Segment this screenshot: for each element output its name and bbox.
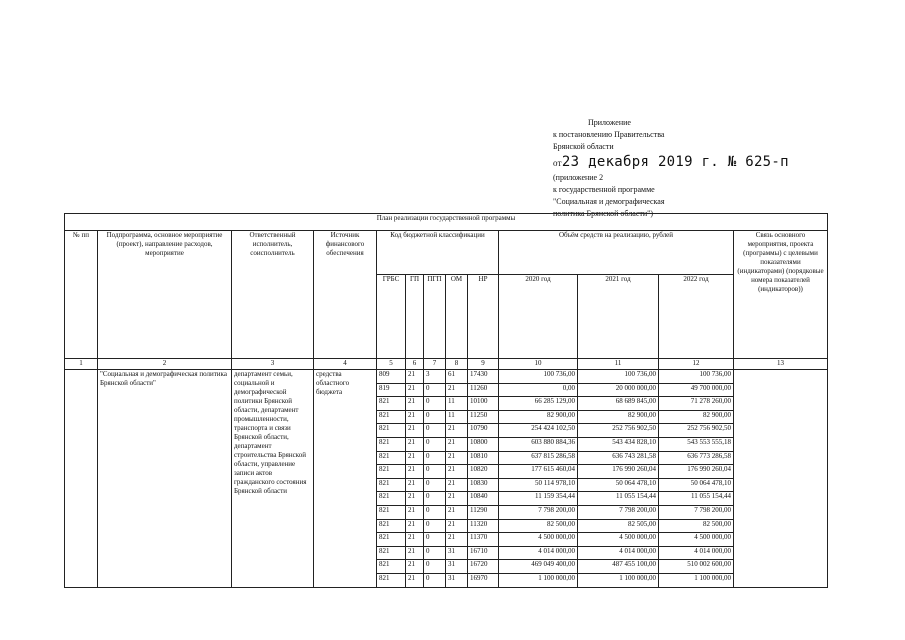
cell-y2022: 49 700 000,00 — [659, 383, 734, 397]
cell-grbs: 809 — [377, 370, 406, 384]
cell-y2020: 11 159 354,44 — [499, 492, 578, 506]
cell-nr: 10810 — [468, 451, 499, 465]
cell-nr: 11260 — [468, 383, 499, 397]
appendix-title: Приложение — [588, 118, 631, 127]
cell-gp: 21 — [406, 370, 424, 384]
cell-om: 61 — [446, 370, 468, 384]
program-reference: к государственной программе — [553, 185, 655, 194]
cell-y2020: 0,00 — [499, 383, 578, 397]
cell-y2022: 4 500 000,00 — [659, 533, 734, 547]
cell-gp: 21 — [406, 533, 424, 547]
cell-nr: 10790 — [468, 424, 499, 438]
header-grbs: ГРБС — [377, 275, 406, 359]
header-link: Связь основного мероприятия, проекта (программы) с целевыми показателями (индикаторами) (порядковые номера показателей (индикаторов)) — [734, 231, 828, 359]
cell-y2021: 7 798 200,00 — [578, 505, 659, 519]
cell-pgp: 0 — [424, 397, 446, 411]
cell-y2022: 50 064 478,10 — [659, 478, 734, 492]
cell-grbs: 821 — [377, 560, 406, 574]
cell-y2021: 543 434 828,10 — [578, 437, 659, 451]
header-nr: НР — [468, 275, 499, 359]
cell-gp: 21 — [406, 465, 424, 479]
cell-y2020: 603 880 884,36 — [499, 437, 578, 451]
cell-y2022: 176 990 260,04 — [659, 465, 734, 479]
cell-om: 11 — [446, 397, 468, 411]
cell-grbs: 821 — [377, 397, 406, 411]
cell-om: 11 — [446, 410, 468, 424]
cell-y2021: 68 689 845,00 — [578, 397, 659, 411]
header-executor: Ответственный исполнитель, соисполнитель — [232, 231, 314, 359]
program-name-line1: "Социальная и демографическая — [553, 197, 665, 206]
cell-y2022: 82 900,00 — [659, 410, 734, 424]
cell-y2021: 252 756 902,50 — [578, 424, 659, 438]
cell-gp: 21 — [406, 478, 424, 492]
cell-grbs: 821 — [377, 533, 406, 547]
cell-y2022: 543 553 555,18 — [659, 437, 734, 451]
header-row-1 — [65, 231, 828, 275]
cell-pgp: 0 — [424, 410, 446, 424]
header-gp: ГП — [406, 275, 424, 359]
cell-gp: 21 — [406, 410, 424, 424]
cell-gp: 21 — [406, 437, 424, 451]
col-number: 13 — [734, 359, 828, 370]
cell-y2022: 636 773 286,58 — [659, 451, 734, 465]
cell-gp: 21 — [406, 397, 424, 411]
appendix-header — [553, 117, 789, 220]
cell-om: 21 — [446, 424, 468, 438]
cell-y2022: 510 002 600,00 — [659, 560, 734, 574]
column-number-row — [65, 359, 828, 370]
cell-pgp: 0 — [424, 424, 446, 438]
cell-pgp: 0 — [424, 451, 446, 465]
table-title-row — [65, 214, 828, 231]
cell-nr: 11320 — [468, 519, 499, 533]
region-name: Брянской области — [553, 142, 614, 151]
cell-y2021: 100 736,00 — [578, 370, 659, 384]
cell-om: 21 — [446, 492, 468, 506]
cell-om: 31 — [446, 560, 468, 574]
cell-grbs: 821 — [377, 573, 406, 587]
cell-y2020: 50 114 978,10 — [499, 478, 578, 492]
cell-nr: 11250 — [468, 410, 499, 424]
cell-nr: 10840 — [468, 492, 499, 506]
table-title: План реализации государственной программы — [65, 214, 828, 231]
cell-grbs: 821 — [377, 519, 406, 533]
cell-gp: 21 — [406, 560, 424, 574]
cell-pgp: 0 — [424, 478, 446, 492]
cell-y2020: 100 736,00 — [499, 370, 578, 384]
header-2022: 2022 год — [659, 275, 734, 359]
cell-pgp: 3 — [424, 370, 446, 384]
cell-y2021: 11 055 154,44 — [578, 492, 659, 506]
cell-gp: 21 — [406, 505, 424, 519]
cell-y2020: 254 424 102,50 — [499, 424, 578, 438]
cell-pgp: 0 — [424, 383, 446, 397]
cell-gp: 21 — [406, 573, 424, 587]
cell-y2021: 4 500 000,00 — [578, 533, 659, 547]
cell-pgp: 0 — [424, 533, 446, 547]
subprogram-cell: "Социальная и демографическая политика Брянской области" — [98, 370, 232, 588]
cell-gp: 21 — [406, 492, 424, 506]
cell-grbs: 821 — [377, 478, 406, 492]
cell-om: 21 — [446, 383, 468, 397]
cell-y2021: 4 014 000,00 — [578, 546, 659, 560]
cell-grbs: 821 — [377, 492, 406, 506]
cell-grbs: 821 — [377, 437, 406, 451]
cell-pgp: 0 — [424, 505, 446, 519]
col-number: 6 — [406, 359, 424, 370]
header-budget-code: Код бюджетной классификации — [377, 231, 499, 275]
indicator-link-cell — [734, 370, 828, 588]
cell-pgp: 0 — [424, 465, 446, 479]
cell-nr: 10820 — [468, 465, 499, 479]
row-number-cell — [65, 370, 98, 588]
cell-y2022: 71 278 260,00 — [659, 397, 734, 411]
col-number: 4 — [314, 359, 377, 370]
col-number: 12 — [659, 359, 734, 370]
header-source: Источник финансового обеспечения — [314, 231, 377, 359]
cell-grbs: 821 — [377, 465, 406, 479]
cell-om: 21 — [446, 478, 468, 492]
cell-y2022: 100 736,00 — [659, 370, 734, 384]
program-name-line2: политика Брянской области") — [553, 209, 654, 218]
cell-gp: 21 — [406, 451, 424, 465]
cell-y2020: 82 900,00 — [499, 410, 578, 424]
cell-grbs: 821 — [377, 546, 406, 560]
cell-y2020: 82 500,00 — [499, 519, 578, 533]
cell-om: 21 — [446, 505, 468, 519]
cell-y2020: 177 615 460,04 — [499, 465, 578, 479]
cell-nr: 16720 — [468, 560, 499, 574]
cell-y2021: 176 990 260,04 — [578, 465, 659, 479]
source-cell: средства областного бюджета — [314, 370, 377, 588]
date-prefix: от — [553, 158, 562, 168]
header-2020: 2020 год — [499, 275, 578, 359]
cell-y2022: 11 055 154,44 — [659, 492, 734, 506]
decree-date — [553, 153, 789, 172]
header-pgp: ПГП — [424, 275, 446, 359]
cell-y2021: 487 455 100,00 — [578, 560, 659, 574]
col-number: 2 — [98, 359, 232, 370]
cell-grbs: 821 — [377, 505, 406, 519]
col-number: 3 — [232, 359, 314, 370]
cell-grbs: 821 — [377, 424, 406, 438]
cell-nr: 16710 — [468, 546, 499, 560]
cell-pgp: 0 — [424, 573, 446, 587]
cell-grbs: 821 — [377, 410, 406, 424]
cell-y2020: 4 014 000,00 — [499, 546, 578, 560]
header-num: № пп — [65, 231, 98, 359]
col-number: 5 — [377, 359, 406, 370]
cell-grbs: 821 — [377, 451, 406, 465]
cell-y2022: 82 500,00 — [659, 519, 734, 533]
table-row — [65, 370, 828, 384]
col-number: 10 — [499, 359, 578, 370]
cell-y2021: 82 900,00 — [578, 410, 659, 424]
cell-gp: 21 — [406, 546, 424, 560]
col-number: 11 — [578, 359, 659, 370]
cell-y2022: 252 756 902,50 — [659, 424, 734, 438]
cell-gp: 21 — [406, 383, 424, 397]
cell-nr: 10830 — [468, 478, 499, 492]
appendix-number: (приложение 2 — [553, 173, 604, 182]
cell-om: 21 — [446, 437, 468, 451]
col-number: 8 — [446, 359, 468, 370]
cell-om: 31 — [446, 573, 468, 587]
implementation-plan-table — [64, 213, 828, 588]
cell-nr: 11370 — [468, 533, 499, 547]
cell-y2020: 469 049 400,00 — [499, 560, 578, 574]
cell-y2020: 7 798 200,00 — [499, 505, 578, 519]
cell-y2021: 20 000 000,00 — [578, 383, 659, 397]
cell-y2020: 1 100 000,00 — [499, 573, 578, 587]
cell-y2020: 637 815 286,58 — [499, 451, 578, 465]
cell-pgp: 0 — [424, 546, 446, 560]
col-number: 1 — [65, 359, 98, 370]
cell-om: 21 — [446, 519, 468, 533]
cell-nr: 11290 — [468, 505, 499, 519]
cell-om: 21 — [446, 533, 468, 547]
cell-gp: 21 — [406, 424, 424, 438]
cell-nr: 16970 — [468, 573, 499, 587]
cell-y2022: 1 100 000,00 — [659, 573, 734, 587]
decree-reference: к постановлению Правительства — [553, 130, 665, 139]
header-subprogram: Подпрограмма, основное мероприятие (проект), направление расходов, мероприятие — [98, 231, 232, 359]
date-text: 23 декабря 2019 г. № 625-п — [561, 154, 789, 170]
header-om: ОМ — [446, 275, 468, 359]
cell-gp: 21 — [406, 519, 424, 533]
header-2021: 2021 год — [578, 275, 659, 359]
cell-nr: 10800 — [468, 437, 499, 451]
cell-pgp: 0 — [424, 492, 446, 506]
executor-cell: департамент семьи, социальной и демографической политики Брянской области, департамент промышленности, транспорта и связи Брянской области, департамент строительства Брянской области, управление записи актов гражданского состояния Брянской области — [232, 370, 314, 588]
cell-pgp: 0 — [424, 519, 446, 533]
cell-om: 31 — [446, 546, 468, 560]
cell-y2022: 7 798 200,00 — [659, 505, 734, 519]
cell-om: 21 — [446, 451, 468, 465]
col-number: 7 — [424, 359, 446, 370]
cell-y2020: 66 285 129,00 — [499, 397, 578, 411]
cell-pgp: 0 — [424, 560, 446, 574]
cell-y2022: 4 014 000,00 — [659, 546, 734, 560]
cell-y2020: 4 500 000,00 — [499, 533, 578, 547]
table-body — [65, 370, 828, 588]
col-number: 9 — [468, 359, 499, 370]
cell-y2021: 1 100 000,00 — [578, 573, 659, 587]
cell-grbs: 819 — [377, 383, 406, 397]
cell-om: 21 — [446, 465, 468, 479]
cell-nr: 10100 — [468, 397, 499, 411]
cell-nr: 17430 — [468, 370, 499, 384]
cell-pgp: 0 — [424, 437, 446, 451]
cell-y2021: 50 064 478,10 — [578, 478, 659, 492]
header-volume: Объём средств на реализацию, рублей — [499, 231, 734, 275]
cell-y2021: 636 743 281,58 — [578, 451, 659, 465]
cell-y2021: 82 505,00 — [578, 519, 659, 533]
